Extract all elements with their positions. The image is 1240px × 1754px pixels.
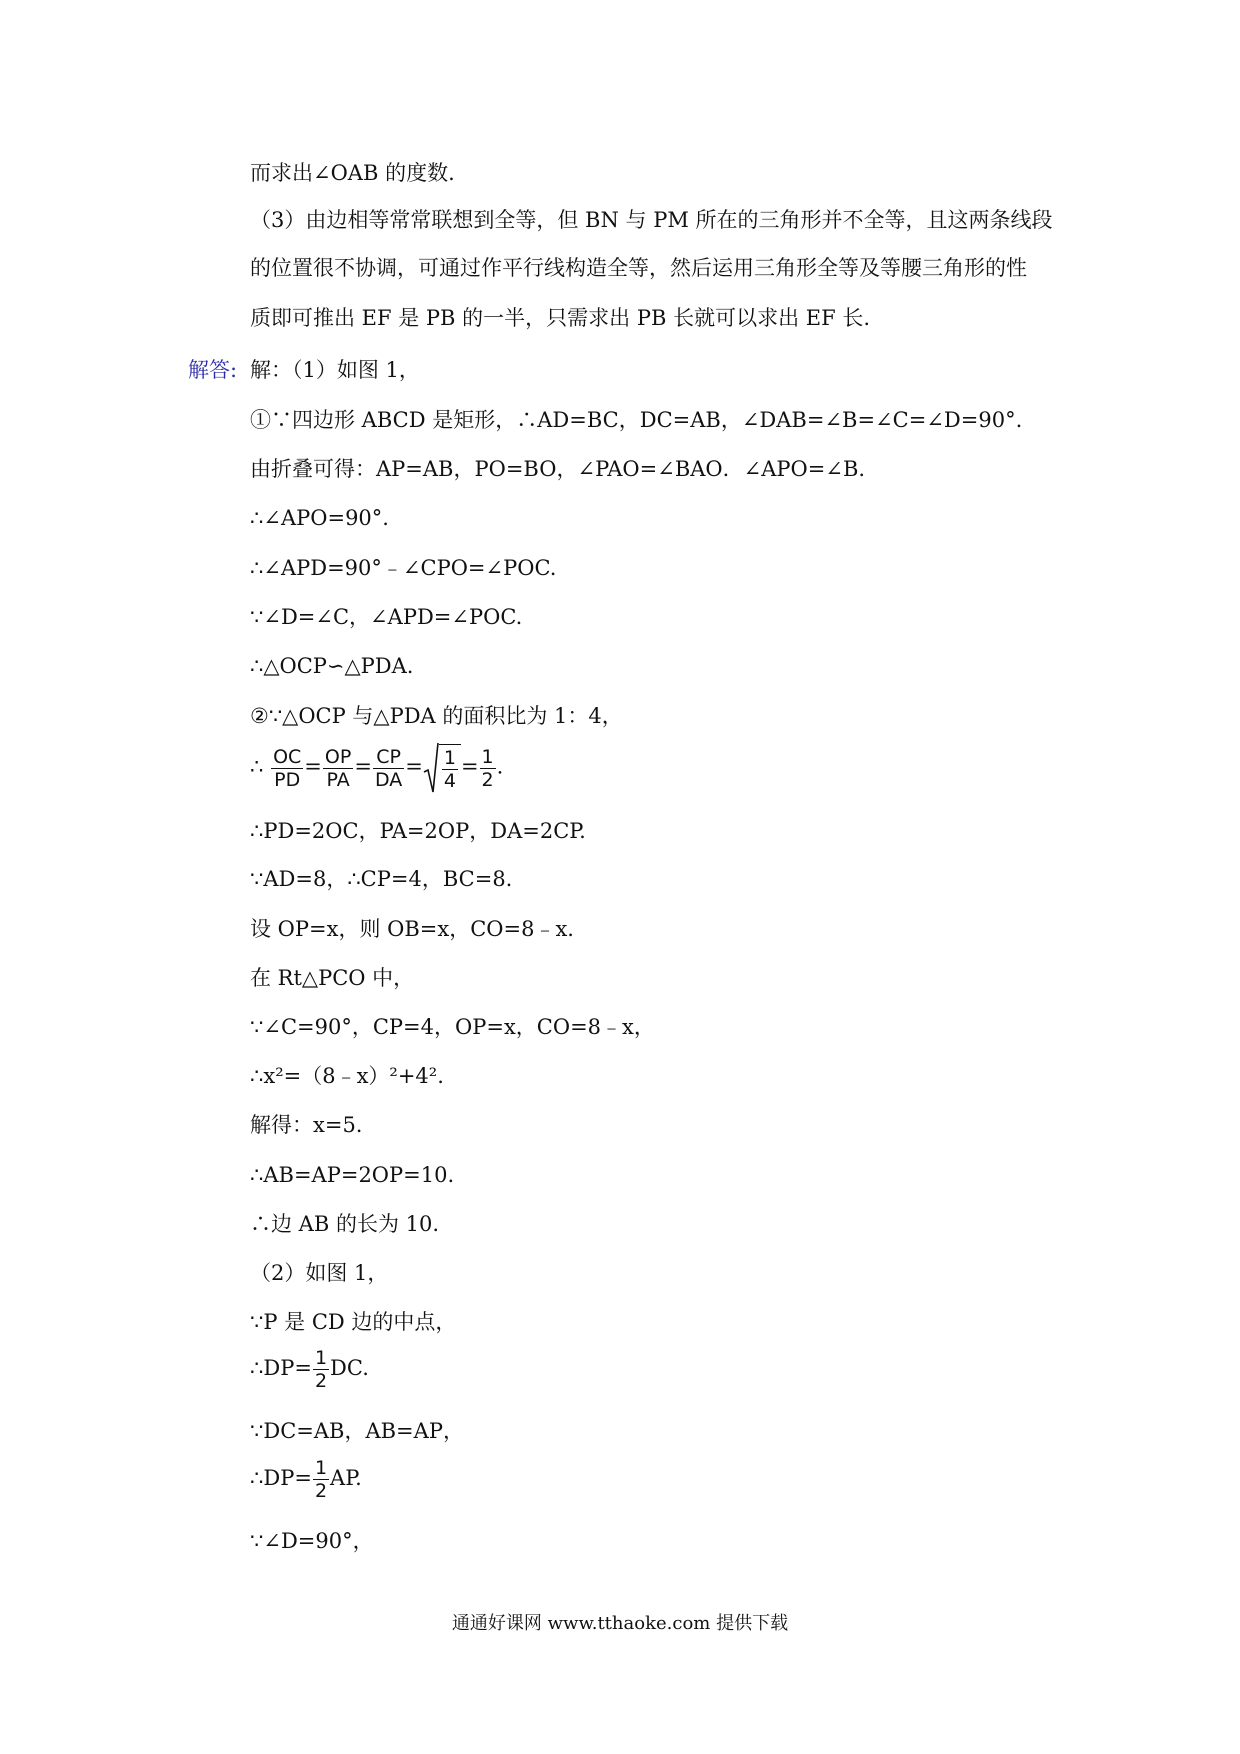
text-line: ∵DC=AB，AB=AP， [250, 1419, 464, 1443]
text-line: 设 OP=x，则 OB=x，CO=8﹣x. [250, 917, 574, 941]
text-line: 解：（1）如图 1， [250, 358, 420, 382]
equals-sign: = [304, 754, 322, 779]
text-line: （2）如图 1， [250, 1261, 389, 1285]
fraction-numerator: 1 [314, 1457, 328, 1479]
text-line: ∴∠APD=90°﹣∠CPO=∠POC. [250, 556, 557, 580]
radical-sign-icon [423, 742, 439, 794]
fraction-denominator: DA [374, 768, 403, 791]
radicand [439, 744, 461, 792]
text-line: ①∵四边形 ABCD 是矩形，∴AD=BC，DC=AB，∠DAB=∠B=∠C=∠D=90°. [250, 408, 1023, 432]
page-footer: 通通好课网 www.tthaoke.com 提供下载 [451, 1613, 789, 1634]
fraction-numerator: 1 [314, 1347, 328, 1369]
fraction [313, 1347, 329, 1392]
fraction-numerator: 1 [481, 745, 494, 768]
text-line: ∴AB=AP=2OP=10. [250, 1163, 455, 1187]
text-line: 的位置很不协调，可通过作平行线构造全等，然后运用三角形全等及等腰三角形的性 [250, 256, 1027, 280]
eq-prefix: ∴ [250, 754, 264, 779]
fraction [480, 746, 496, 791]
fraction-numerator: OC [273, 745, 302, 768]
text-line: ∵∠D=∠C，∠APD=∠POC. [250, 605, 523, 629]
text-line: 由折叠可得：AP=AB，PO=BO，∠PAO=∠BAO．∠APO=∠B. [250, 457, 866, 481]
equals-sign: = [405, 754, 423, 779]
fraction-denominator: 2 [481, 768, 494, 791]
text-line: （3）由边相等常常联想到全等，但 BN 与 PM 所在的三角形并不全等，且这两条线段 [250, 208, 1053, 232]
dp-half-dc-equation [250, 1347, 369, 1392]
eq-suffix: AP. [330, 1466, 362, 1490]
fraction [271, 746, 303, 791]
fraction [313, 1457, 329, 1502]
text-line: ②∵△OCP 与△PDA 的面积比为 1：4， [250, 704, 623, 728]
fraction-denominator: 4 [443, 770, 456, 792]
fraction [442, 747, 458, 792]
text-line: ∴x²=（8﹣x）²+4². [250, 1064, 444, 1088]
fraction [373, 746, 404, 791]
square-root [423, 742, 461, 794]
text-line: ∴△OCP∽△PDA. [250, 654, 414, 678]
text-line: ∴PD=2OC，PA=2OP，DA=2CP. [250, 819, 586, 843]
fraction-numerator: 1 [443, 747, 456, 769]
text-line: ∵∠C=90°，CP=4，OP=x，CO=8﹣x， [250, 1015, 655, 1039]
text-line: 而求出∠OAB 的度数. [250, 161, 455, 185]
text-line: ∵∠D=90°， [250, 1529, 374, 1553]
text-line: 质即可推出 EF 是 PB 的一半，只需求出 PB 长就可以求出 EF 长. [250, 306, 871, 330]
eq-suffix: . [496, 754, 504, 779]
text-line: ∵AD=8，∴CP=4，BC=8. [250, 867, 513, 891]
eq-prefix: ∴DP= [250, 1466, 312, 1490]
text-line: 在 Rt△PCO 中， [250, 966, 415, 990]
text-line: ∵P 是 CD 边的中点， [250, 1310, 457, 1334]
equals-sign: = [354, 754, 372, 779]
ratio-equation [250, 742, 503, 794]
answer-label: 解答: [188, 358, 238, 382]
text-line: ∴∠APO=90°. [250, 506, 389, 530]
fraction-denominator: PA [326, 768, 350, 791]
text-line: ∴边 AB 的长为 10. [250, 1212, 440, 1236]
dp-half-ap-equation [250, 1457, 362, 1502]
eq-prefix: ∴DP= [250, 1356, 312, 1380]
fraction-numerator: CP [373, 746, 404, 769]
fraction-denominator: 2 [314, 1480, 328, 1502]
fraction-numerator: OP [324, 745, 352, 768]
fraction [323, 746, 353, 791]
eq-suffix: DC. [330, 1356, 369, 1380]
fraction-denominator: 2 [314, 1370, 328, 1392]
text-line: 解得：x=5. [250, 1113, 363, 1137]
fraction-denominator: PD [274, 768, 301, 791]
equals-sign: = [460, 754, 479, 779]
